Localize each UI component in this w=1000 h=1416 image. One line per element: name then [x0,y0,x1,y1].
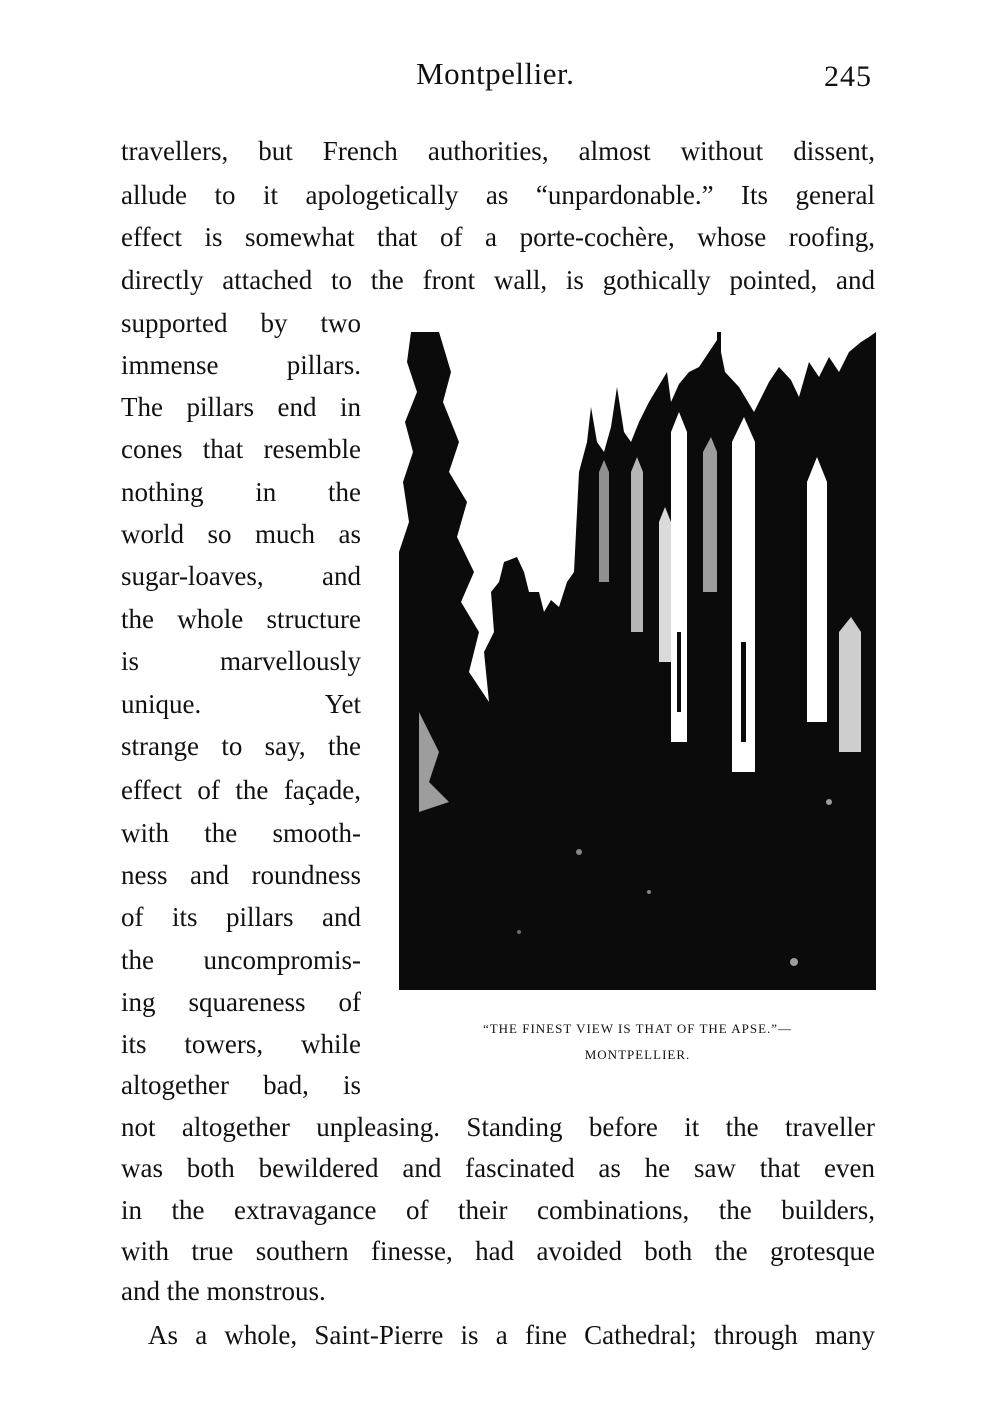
body-line: strange to say, the [121,731,361,761]
body-line: was both bewildered and fascinated as he saw that even [121,1153,875,1183]
body-line: directly attached to the front wall, is gothically pointed, and [121,265,875,295]
body-line: not altogether unpleasing. Standing before it the traveller [121,1112,875,1142]
body-line: in the extravagance of their combinations, the builders, [121,1195,875,1225]
body-line: allude to it apologetically as “unpardonable.” Its general [121,180,875,210]
body-line: the whole structure [121,604,361,634]
cathedral-apse-photo [399,332,876,990]
running-head [0,52,1000,102]
body-line: with the smooth- [121,818,361,848]
body-line: ness and roundness [121,860,361,890]
body-line: with true southern finesse, had avoided both the grotesque [121,1236,875,1266]
body-line: cones that resemble [121,434,361,464]
body-line: unique. Yet [121,689,361,719]
figure-caption-credit: MONTPELLIER. [584,1047,691,1062]
body-line: world so much as [121,519,361,549]
body-line: the uncompromis- [121,945,361,975]
body-line: sugar-loaves, and [121,561,361,591]
page-number: 245 [824,60,872,93]
figure-caption: “THE FINEST VIEW IS THAT OF THE APSE.”— [482,1021,793,1036]
body-line: is marvellously [121,646,361,676]
body-line: supported by two [121,308,361,338]
body-line: effect of the façade, [121,775,361,805]
body-line: nothing in the [121,477,361,507]
body-line: The pillars end in [121,392,361,422]
paragraph-start-line: As a whole, Saint-Pierre is a fine Cathedral; through many [148,1320,875,1350]
body-line: effect is somewhat that of a porte-cochère, whose roofing, [121,222,875,252]
body-line: travellers, but French authorities, almost without dissent, [121,136,875,166]
body-line: ing squareness of [121,987,361,1017]
running-title: Montpellier. [416,56,575,91]
body-line: altogether bad, is [121,1070,361,1100]
body-line: and the monstrous. [121,1276,326,1306]
body-line: its towers, while [121,1029,361,1059]
body-line: of its pillars and [121,902,361,932]
body-line: immense pillars. [121,350,361,380]
